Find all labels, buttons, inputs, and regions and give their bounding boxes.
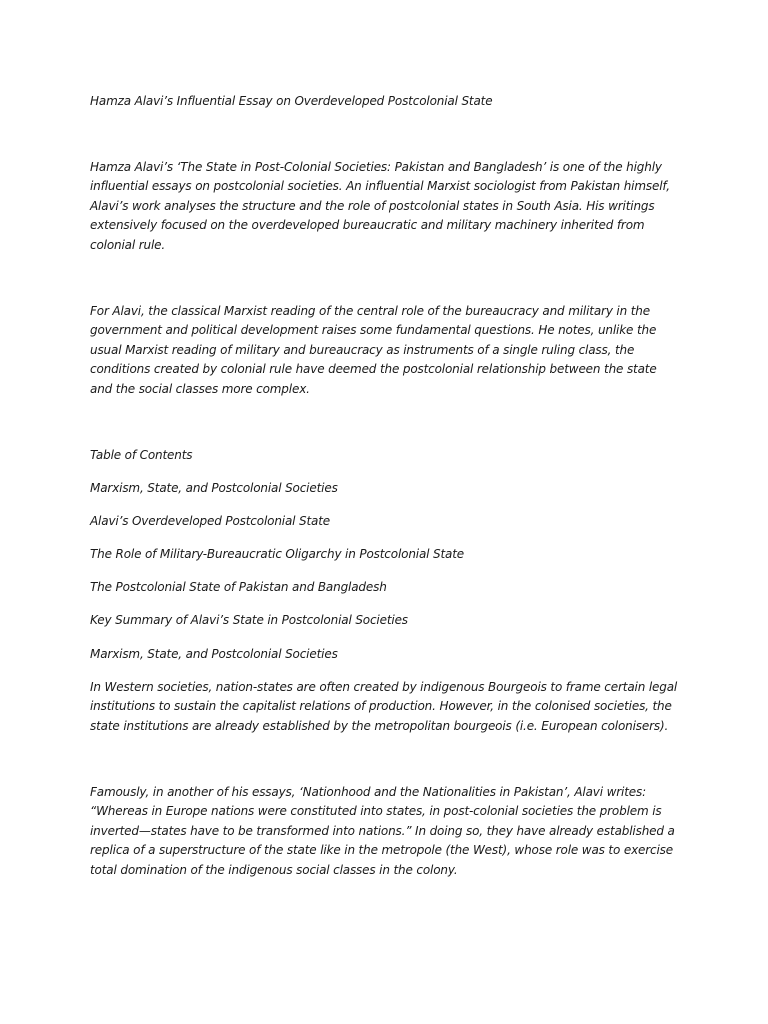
toc-item-key-summary[interactable]: Key Summary of Alavi’s State in Postcolonial Societies (90, 613, 408, 628)
intro-paragraph-1: Hamza Alavi’s ‘The State in Post-Colonial Societies: Pakistan and Bangladesh’ is one of the highly influential essays on postcolonial societies. An influential Marxist sociologist from Pakistan himself, Alavi’s work analyses the structure and the role of postcolonial states in South Asia. His writings extensively focused on the overdeveloped bureaucratic and military machinery inherited from colonial rule. (90, 159, 670, 252)
section-paragraph-1: In Western societies, nation-states are often created by indigenous Bourgeois to frame certain legal institutions to sustain the capitalist relations of production. However, in the colonised societies, the state institutions are already established by the metropolitan bourgeois (i.e. European colonisers). (90, 679, 678, 734)
document-body (90, 92, 680, 881)
intro-paragraph-2: For Alavi, the classical Marxist reading of the central role of the bureaucracy and military in the government and political development raises some fundamental questions. He notes, unlike the usual Marxist reading of military and bureaucracy as instruments of a single ruling class, the conditions created by colonial rule have deemed the postcolonial relationship between the state and the social classes more complex. (90, 303, 657, 396)
section-heading: Marxism, State, and Postcolonial Societies (90, 646, 338, 661)
toc-item-overdeveloped-state[interactable]: Alavi’s Overdeveloped Postcolonial State (90, 513, 331, 528)
document-title: Hamza Alavi’s Influential Essay on Overdeveloped Postcolonial State (90, 94, 493, 108)
toc-item-military-bureaucratic-oligarchy[interactable]: The Role of Military-Bureaucratic Oligarchy in Postcolonial State (90, 547, 465, 562)
toc-item-marxism-state[interactable]: Marxism, State, and Postcolonial Societies (90, 480, 338, 495)
toc-heading: Table of Contents (90, 447, 193, 462)
toc-item-pakistan-bangladesh[interactable]: The Postcolonial State of Pakistan and Bangladesh (90, 580, 387, 595)
section-paragraph-2: Famously, in another of his essays, ‘Nationhood and the Nationalities in Pakistan’, Alavi writes: “Whereas in Europe nations were constituted into states, in post-colonial societies the problem is inverted—states have to be transformed into nations.” In doing so, they have already established a replica of a superstructure of the state like in the metropole (the West), whose role was to exercise total domination of the indigenous social classes in the colony. (90, 784, 675, 877)
